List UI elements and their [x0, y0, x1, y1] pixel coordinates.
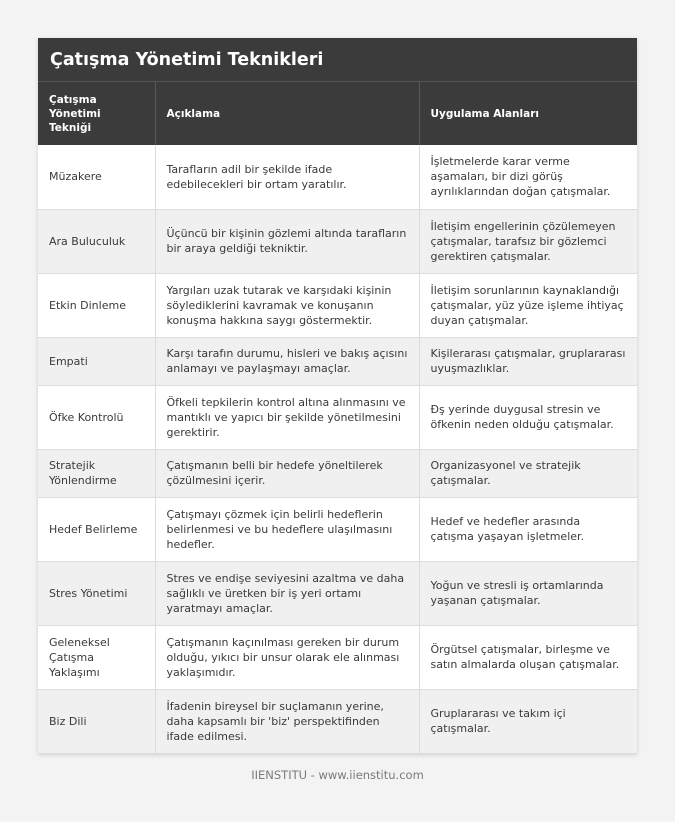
table-row	[38, 497, 637, 561]
cell-description: Üçüncü bir kişinin gözlemi altında tarafların bir araya geldiği tekniktir.	[155, 209, 419, 273]
cell-technique: Biz Dili	[38, 689, 155, 753]
cell-description: Tarafların adil bir şekilde ifade edebilecekleri bir ortam yaratılır.	[155, 145, 419, 209]
cell-technique: Ara Buluculuk	[38, 209, 155, 273]
cell-application: Organizasyonel ve stratejik çatışmalar.	[419, 449, 637, 497]
cell-application: Hedef ve hedefler arasında çatışma yaşayan işletmeler.	[419, 497, 637, 561]
cell-description: Stres ve endişe seviyesini azaltma ve daha sağlıklı ve üretken bir iş yeri ortamı yaratmayı amaçlar.	[155, 561, 419, 625]
cell-technique: Müzakere	[38, 145, 155, 209]
table-body	[38, 145, 637, 753]
table-row	[38, 625, 637, 689]
footer-credit: IIENSTITU - www.iienstitu.com	[251, 768, 424, 782]
header-description: Açıklama	[155, 82, 419, 145]
cell-description: Öfkeli tepkilerin kontrol altına alınmasını ve mantıklı ve yapıcı bir şekilde yönetilmesini gerektirir.	[155, 385, 419, 449]
cell-application: İşletmelerde karar verme aşamaları, bir dizi görüş ayrılıklarından doğan çatışmalar.	[419, 145, 637, 209]
cell-application: İletişim engellerinin çözülemeyen çatışmalar, tarafsız bir gözlemci gerektiren çatışmalar.	[419, 209, 637, 273]
cell-application: Kişilerarası çatışmalar, gruplararası uyuşmazlıklar.	[419, 337, 637, 385]
cell-technique: Öfke Kontrolü	[38, 385, 155, 449]
table-card	[38, 38, 637, 754]
table-row	[38, 561, 637, 625]
cell-description: Karşı tarafın durumu, hisleri ve bakış açısını anlamayı ve paylaşmayı amaçlar.	[155, 337, 419, 385]
table-row	[38, 145, 637, 209]
table-row	[38, 209, 637, 273]
table-row	[38, 689, 637, 753]
cell-application: Gruplararası ve takım içi çatışmalar.	[419, 689, 637, 753]
techniques-table	[38, 82, 637, 754]
cell-technique: Empati	[38, 337, 155, 385]
table-row	[38, 449, 637, 497]
header-row	[38, 82, 637, 145]
table-row	[38, 385, 637, 449]
cell-description: Çatışmayı çözmek için belirli hedeflerin belirlenmesi ve bu hedeflere ulaşılmasını hedefler.	[155, 497, 419, 561]
cell-technique: Geleneksel Çatışma Yaklaşımı	[38, 625, 155, 689]
cell-technique: Etkin Dinleme	[38, 273, 155, 337]
table-row	[38, 337, 637, 385]
table-title: Çatışma Yönetimi Teknikleri	[38, 38, 637, 82]
header-application: Uygulama Alanları	[419, 82, 637, 145]
cell-application: Yoğun ve stresli iş ortamlarında yaşanan çatışmalar.	[419, 561, 637, 625]
cell-application: Đş yerinde duygusal stresin ve öfkenin neden olduğu çatışmalar.	[419, 385, 637, 449]
cell-description: İfadenin bireysel bir suçlamanın yerine, daha kapsamlı bir 'biz' perspektifinden ifade edilmesi.	[155, 689, 419, 753]
cell-application: İletişim sorunlarının kaynaklandığı çatışmalar, yüz yüze işleme ihtiyaç duyan çatışmalar.	[419, 273, 637, 337]
cell-description: Yargıları uzak tutarak ve karşıdaki kişinin söylediklerini kavramak ve konuşanın konuşma hakkına saygı göstermektir.	[155, 273, 419, 337]
cell-technique: Stres Yönetimi	[38, 561, 155, 625]
cell-description: Çatışmanın belli bir hedefe yöneltilerek çözülmesini içerir.	[155, 449, 419, 497]
cell-technique: Stratejik Yönlendirme	[38, 449, 155, 497]
table-row	[38, 273, 637, 337]
cell-description: Çatışmanın kaçınılması gereken bir durum olduğu, yıkıcı bir unsur olarak ele alınması yaklaşımıdır.	[155, 625, 419, 689]
header-technique: Çatışma Yönetimi Tekniği	[38, 82, 155, 145]
cell-application: Örgütsel çatışmalar, birleşme ve satın almalarda oluşan çatışmalar.	[419, 625, 637, 689]
cell-technique: Hedef Belirleme	[38, 497, 155, 561]
